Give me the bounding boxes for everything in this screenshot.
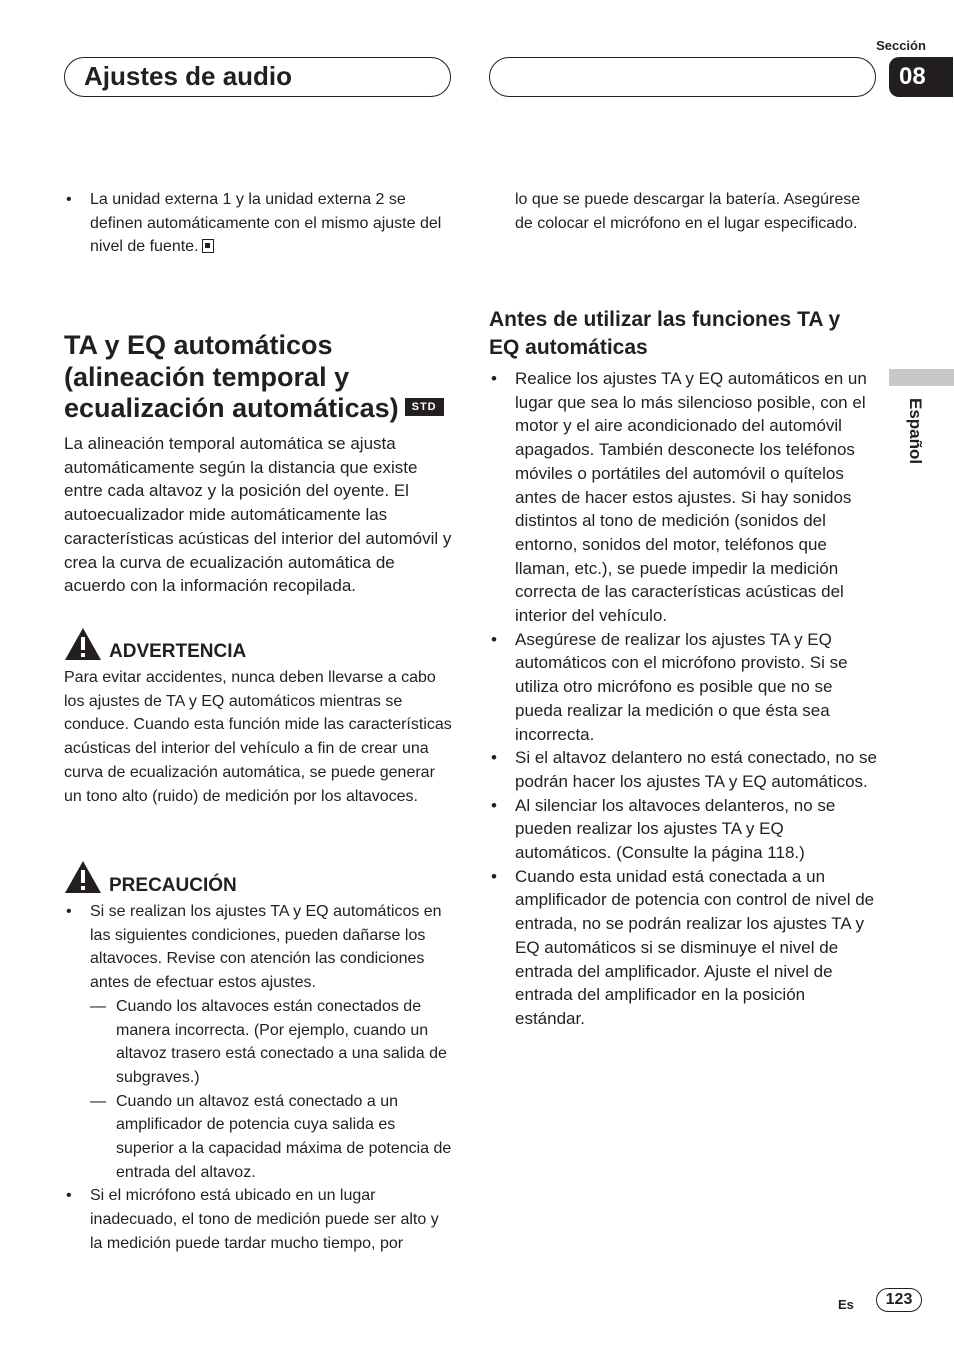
list-item — [489, 865, 877, 1031]
intro-paragraph: La alineación temporal automática se ajusta automáticamente según la distancia que existe entre cada altavoz y la posición del oyente. El autoecualizador mide automáticamente las características acústicas del interior del automóvil y crea la curva de ecualización automática de acuerdo con la información recopilada. — [64, 434, 452, 596]
warning-triangle-icon — [64, 627, 102, 661]
header-empty-frame — [489, 57, 876, 97]
list-item — [64, 1184, 452, 1255]
language-tab-label: Español — [906, 398, 925, 465]
caution-list — [64, 900, 452, 1256]
caution-bullet-text: Si se realizan los ajustes TA y EQ automáticos en las siguientes condiciones, pueden dañarse los altavoces. Revise con atención las condiciones antes de efectuar estos ajustes. — [90, 903, 442, 992]
list-item — [489, 628, 877, 747]
intro-bullet-text: La unidad externa 1 y la unidad externa 2 se definen automáticamente con el mismo ajuste del nivel de fuente. — [90, 191, 442, 256]
list-item-text: Asegúrese de realizar los ajustes TA y EQ automáticos con el micrófono provisto. Si se utiliza otro micrófono es posible que no se pueda realizar la medición o que ésta sea incorrecta. — [515, 629, 848, 744]
caution-dash-text: Cuando un altavoz está conectado a un amplificador de potencia cuya salida es superior a la capacidad máxima de potencia de entrada del altavoz. — [116, 1092, 452, 1181]
section-title: Ajustes de audio — [84, 61, 293, 91]
footer-language-code: Es — [838, 1297, 854, 1312]
caution-triangle-icon — [64, 860, 102, 894]
list-item — [90, 995, 452, 1090]
end-mark-icon — [202, 239, 214, 253]
warning-title: ADVERTENCIA — [109, 641, 247, 662]
list-item-text: Si el altavoz delantero no está conectado, no se podrán hacer los ajustes TA y EQ automáticos. — [515, 748, 877, 791]
left-column-intro — [64, 188, 450, 259]
list-item-text: Realice los ajustes TA y EQ automáticos en un lugar que sea lo más silencioso posible, con el motor y el aire acondicionado del automóvil apagados. También desconecte los teléfonos móviles o portátiles del automóvil o quítelos antes de hacer estos ajustes. Si hay sonidos distintos al tono de medición (sonidos del entorno, sonidos del motor, teléfonos que llaman, etc.), se puede impedir la medición correcta de las características acústicas del interior del vehículo. — [515, 369, 867, 626]
right-column-list — [489, 367, 877, 1031]
list-item — [489, 746, 877, 793]
caution-title: PRECAUCIÓN — [109, 875, 237, 896]
right-column-continuation: lo que se puede descargar la batería. Asegúrese de colocar el micrófono en el lugar especificado. — [515, 191, 861, 232]
list-item-text: Al silenciar los altavoces delanteros, no se pueden realizar los ajustes TA y EQ automáticos. (Consulte la página 118.) — [515, 795, 836, 863]
language-tab-marker — [889, 369, 954, 386]
section-label: Sección — [876, 38, 926, 53]
std-badge: STD — [405, 398, 444, 416]
list-item — [64, 188, 450, 259]
list-item — [489, 367, 877, 628]
section-heading-text: TA y EQ automáticos (alineación temporal y ecualización automáticas) — [64, 330, 399, 423]
list-item-text: Cuando esta unidad está conectada a un amplificador de potencia con control de nivel de entrada, no se podrán realizar los ajustes TA y EQ automáticos si se disminuye el nivel de entrada del amplificador. Ajuste el nivel de entrada del amplificador en la posición estándar. — [515, 866, 875, 1028]
page-number: 123 — [876, 1288, 922, 1312]
subsection-heading: Antes de utilizar las funciones TA y EQ automáticas — [489, 308, 841, 359]
section-heading — [64, 330, 454, 425]
caution-dash-text: Cuando los altavoces están conectados de manera incorrecta. (Por ejemplo, cuando un altavoz trasero está conectado a una salida de subgraves.) — [116, 997, 447, 1086]
warning-text: Para evitar accidentes, nunca deben llevarse a cabo los ajustes de TA y EQ automáticos mientras se conduce. Cuando esta función mide las características acústicas del interior del vehículo a fin de crear una curva de ecualización automática, se puede generar un tono alto (ruido) de medición por los altavoces. — [64, 669, 452, 805]
section-number: 08 — [889, 57, 953, 97]
list-item — [64, 900, 452, 1184]
list-item — [90, 1090, 452, 1185]
language-tab — [895, 398, 935, 488]
caution-bullet-text: Si el micrófono está ubicado en un lugar inadecuado, el tono de medición puede ser alto y la medición puede tardar mucho tiempo, por — [90, 1187, 439, 1252]
list-item — [489, 794, 877, 865]
